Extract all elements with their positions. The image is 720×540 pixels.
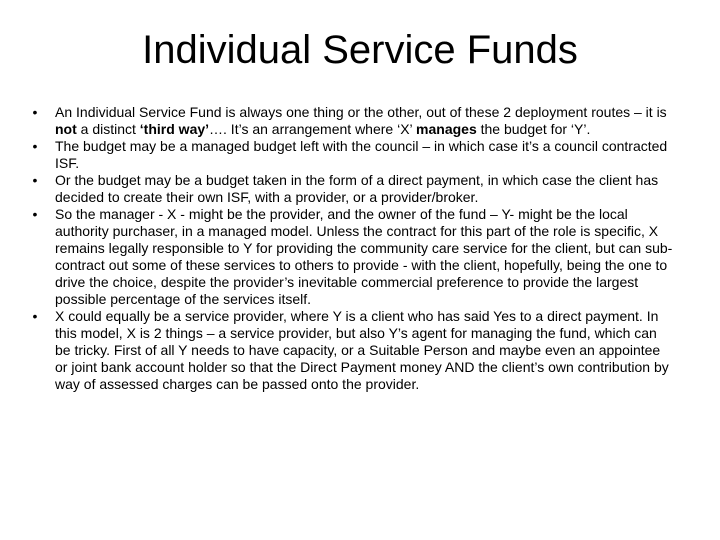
- bullet-item: [30, 206, 675, 308]
- bullet-text-bold: ‘third way’: [139, 121, 210, 137]
- bullet-dot-icon: •: [32, 138, 38, 154]
- bullet-dot-icon: •: [32, 104, 38, 120]
- bullet-item: [30, 138, 675, 172]
- bullet-dot-icon: •: [32, 206, 38, 222]
- bullet-text: The budget may be a managed budget left with the council – in which case it’s a council contracted ISF.: [55, 138, 668, 171]
- bullet-item: [30, 308, 675, 393]
- bullet-text-segment: …. It’s an arrangement where ‘X’: [209, 121, 417, 137]
- bullet-text: So the manager - X - might be the provider, and the owner of the fund – Y- might be the local authority purchaser, in a managed model. Unless the contract for this part of the role is specific, X remains legally responsible to Y for providing the community care service for the client, but can sub-contract out some of these services to others to provide - with the client, hopefully, being the one to drive the choice, despite the provider’s inevitable commercial preference to provide the largest possible percentage of the services itself.: [55, 206, 673, 307]
- bullet-text-bold: manages: [416, 121, 477, 137]
- bullet-text-segment: An Individual Service Fund is always one thing or the other, out of these 2 deployment routes – it is: [55, 104, 667, 120]
- bullet-dot-icon: •: [32, 308, 38, 324]
- bullet-text-segment: a distinct: [76, 121, 140, 137]
- bullet-text-segment: the budget for ‘Y’.: [476, 121, 591, 137]
- bullet-text-bold: not: [55, 121, 77, 137]
- bullet-list: [30, 104, 675, 393]
- bullet-text: X could equally be a service provider, where Y is a client who has said Yes to a direct payment. In this model, X is 2 things – a service provider, but also Y’s agent for managing the fund, which can be tricky. First of all Y needs to have capacity, or a Suitable Person and maybe even an appointee or joint bank account holder so that the Direct Payment money AND the client’s own contribution by way of assessed charges can be passed onto the provider.: [55, 308, 669, 392]
- bullet-text: [55, 104, 667, 137]
- bullet-text: Or the budget may be a budget taken in the form of a direct payment, in which case the client has decided to create their own ISF, with a provider, or a provider/broker.: [55, 172, 659, 205]
- bullet-item: [30, 104, 675, 138]
- bullet-item: [30, 172, 675, 206]
- bullet-dot-icon: •: [32, 172, 38, 188]
- slide-title: Individual Service Funds: [142, 28, 578, 72]
